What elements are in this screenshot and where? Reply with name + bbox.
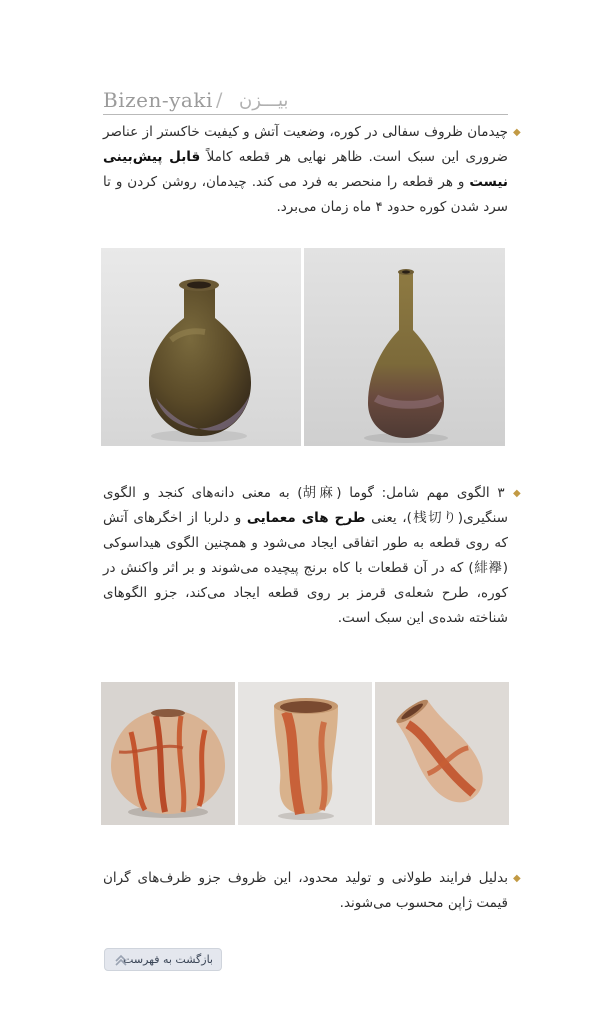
photo-hidasuki-round-jar <box>101 682 235 825</box>
p1-bold: قابل پیش‌بینی نیست <box>103 149 508 190</box>
page-header <box>103 88 508 115</box>
photo-hidasuki-cup <box>238 682 372 825</box>
p3-text: بدلیل فرایند طولانی و تولید محدود، این ظروف جزو ظرف‌های گران قیمت ژاپن محسوب می‌شوند. <box>103 870 508 911</box>
title-persian: بیـــزن <box>239 90 289 111</box>
p2-bold: طرح های معمایی <box>246 510 366 526</box>
p2-intro: ۳ الگوی مهم شامل: گوما (胡麻) به معنی دانه‌های کنجد و الگوی سنگیری(桟切り)، یعنی <box>103 485 508 526</box>
p1-intro: چیدمان ظروف سفالی در کوره، وضعیت آتش و کیفیت خاکستر از عناصر ضروری این سبک است. ظاهر نهایی هر قطعه کاملاً <box>103 124 509 165</box>
photo-bizen-bottle-right <box>304 248 505 446</box>
bullet-diamond-icon: ◆ <box>513 127 521 138</box>
title-separator: / <box>216 89 223 111</box>
paragraph-price <box>103 866 508 916</box>
bullet-diamond-icon: ◆ <box>513 488 521 499</box>
p2-rest: و دلربا از اخگرهای آتش که روی قطعه به طور اتفاقی ایجاد می‌شود و همچنین الگوی هیداسوکی (緋襷) که در آن قطعات با کاه برنج پیچیده می‌شوند و بر اثر واکنش در کوره، طرح شعله‌ی قرمز بر روی قطعه ایجاد می‌کند، جزو الگوهای شناخته شده‌ی این سبک است. <box>103 510 508 626</box>
paragraph-firing-process <box>103 120 508 220</box>
back-to-index-button[interactable] <box>104 948 222 971</box>
bullet-diamond-icon: ◆ <box>513 873 521 884</box>
photo-hidasuki-vase <box>375 682 509 825</box>
photo-bizen-bottle-left <box>101 248 301 446</box>
back-button-label: بازگشت به فهرست <box>123 953 213 966</box>
title-english: Bizen-yaki <box>103 88 213 112</box>
p1-rest: و هر قطعه را منحصر به فرد می کند. چیدمان، روشن کردن و تا سرد شدن کوره حدود ۴ ماه زمان می‌برد. <box>103 174 508 215</box>
paragraph-patterns <box>103 481 508 631</box>
